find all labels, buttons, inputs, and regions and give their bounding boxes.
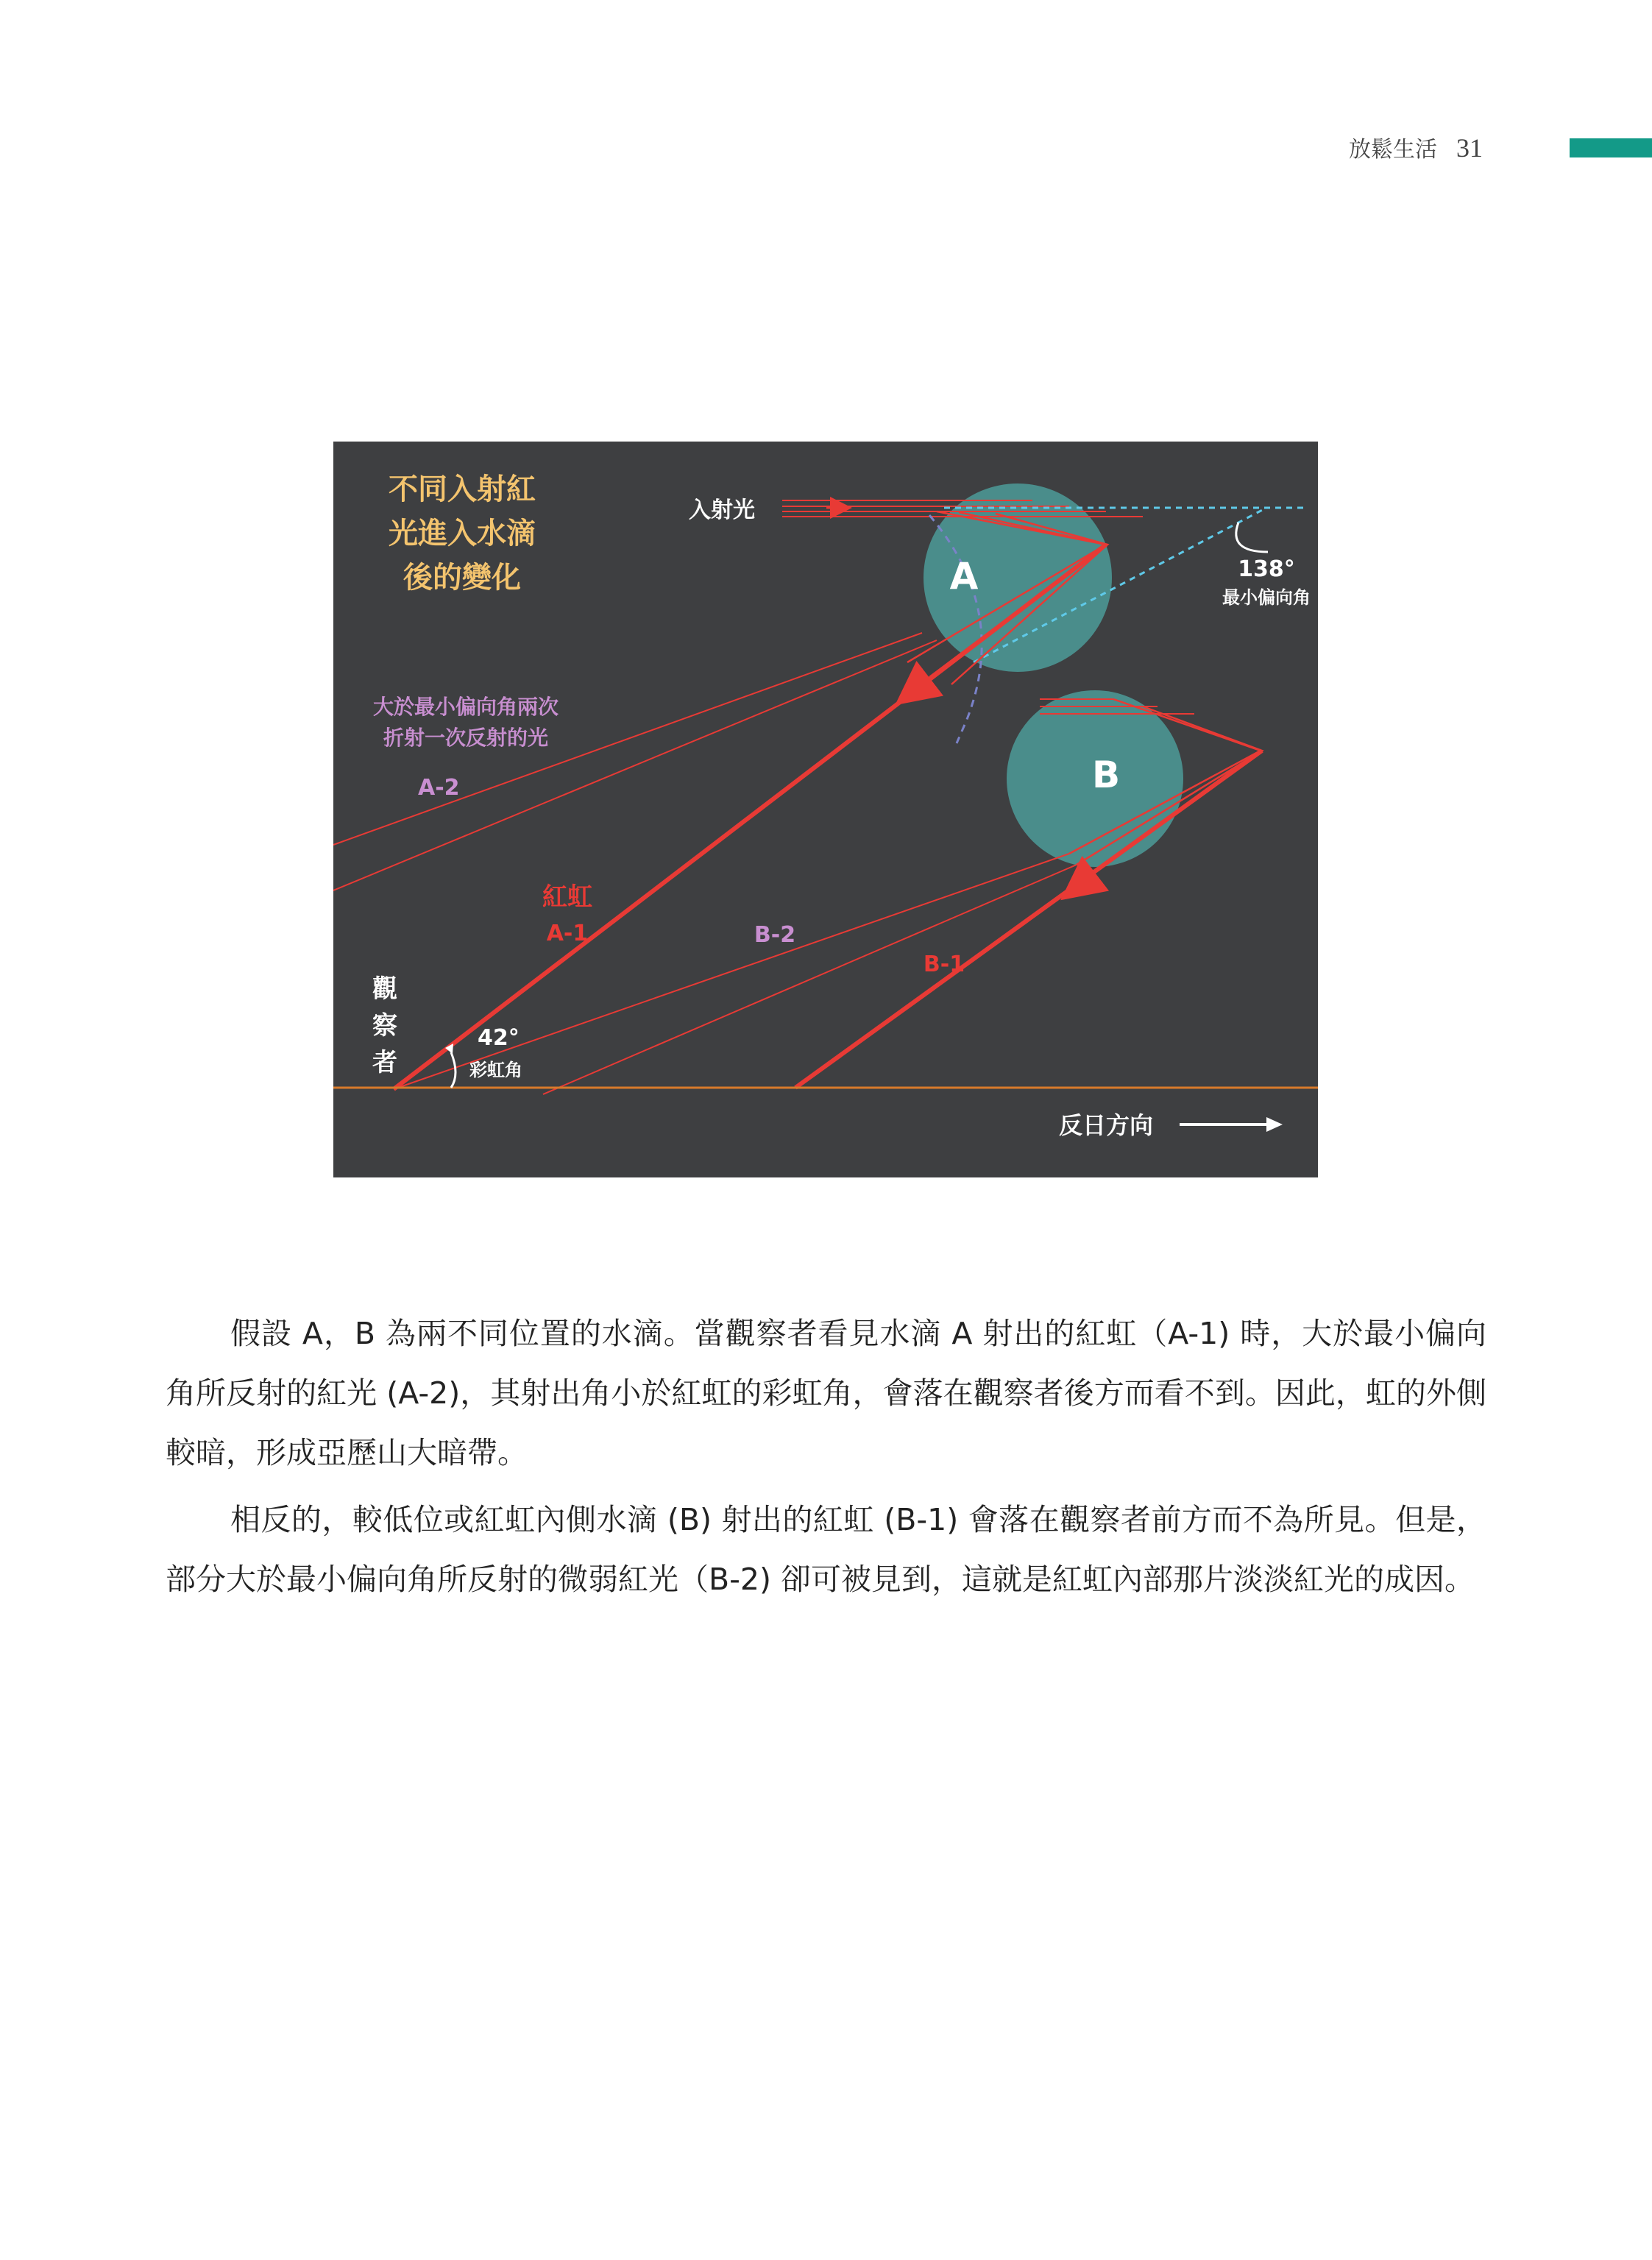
rays-a2 (333, 633, 937, 890)
figure-title-line-2: 光進入水滴 (389, 517, 536, 550)
antisolar-arrow (1180, 1117, 1283, 1132)
greater-note-line-2: 折射一次反射的光 (383, 726, 549, 750)
rainbow-diagram-svg (333, 442, 1318, 1177)
observer-char-2: 察 (372, 1011, 397, 1041)
angle-138-label: 138° (1238, 556, 1295, 582)
arc-138 (1236, 523, 1268, 552)
label-a1: A-1 (546, 921, 589, 946)
incident-label: 入射光 (689, 497, 755, 523)
figure-title-line-3: 後的變化 (403, 561, 521, 595)
ray-a1 (394, 545, 1106, 1089)
label-a2: A-2 (418, 775, 460, 801)
droplet-b-label: B (1091, 754, 1121, 796)
droplet-a-label: A (949, 555, 979, 598)
rays-b2 (394, 854, 1077, 1094)
rainbow-diagram (333, 442, 1318, 1177)
paragraph-2: 相反的，較低位或紅虹內側水滴 (B) 射出的紅虹 (B-1) 會落在觀察者前方而不為所見。但是，部分大於最小偏向角所反射的微弱紅光（B-2) 卻可被見到，這就是紅虹內部那片淡淡紅光的成因。 (166, 1502, 1486, 1597)
min-deviation-label: 最小偏向角 (1222, 587, 1311, 608)
antisolar-label: 反日方向 (1058, 1111, 1154, 1139)
arrow-a1 (912, 684, 922, 692)
page-number: 31 (1456, 133, 1483, 163)
observer-char-1: 觀 (372, 974, 397, 1004)
paragraph-1: 假設 A，B 為兩不同位置的水滴。當觀察者看見水滴 A 射出的紅虹（A-1) 時，大於最小偏向角所反射的紅光 (A-2)，其射出角小於紅虹的彩虹角，會落在觀察者後方而看不到。因此，虹的外側較暗，形成亞歷山大暗帶。 (166, 1316, 1486, 1470)
body-text (166, 1304, 1486, 1617)
rainbow-angle-label: 彩虹角 (469, 1060, 522, 1080)
label-b1: B-1 (923, 952, 965, 977)
greater-note-line-1: 大於最小偏向角兩次 (372, 695, 559, 719)
arc-42 (451, 1052, 455, 1088)
label-b2: B-2 (754, 922, 796, 948)
observer-char-3: 者 (372, 1048, 397, 1077)
running-header (1349, 131, 1483, 163)
accent-bar (1570, 138, 1652, 157)
angle-42-label: 42° (478, 1025, 520, 1051)
section-title: 放鬆生活 (1349, 137, 1437, 163)
figure-title-line-1: 不同入射紅 (389, 472, 536, 506)
rainbow-label: 紅虹 (542, 882, 592, 912)
